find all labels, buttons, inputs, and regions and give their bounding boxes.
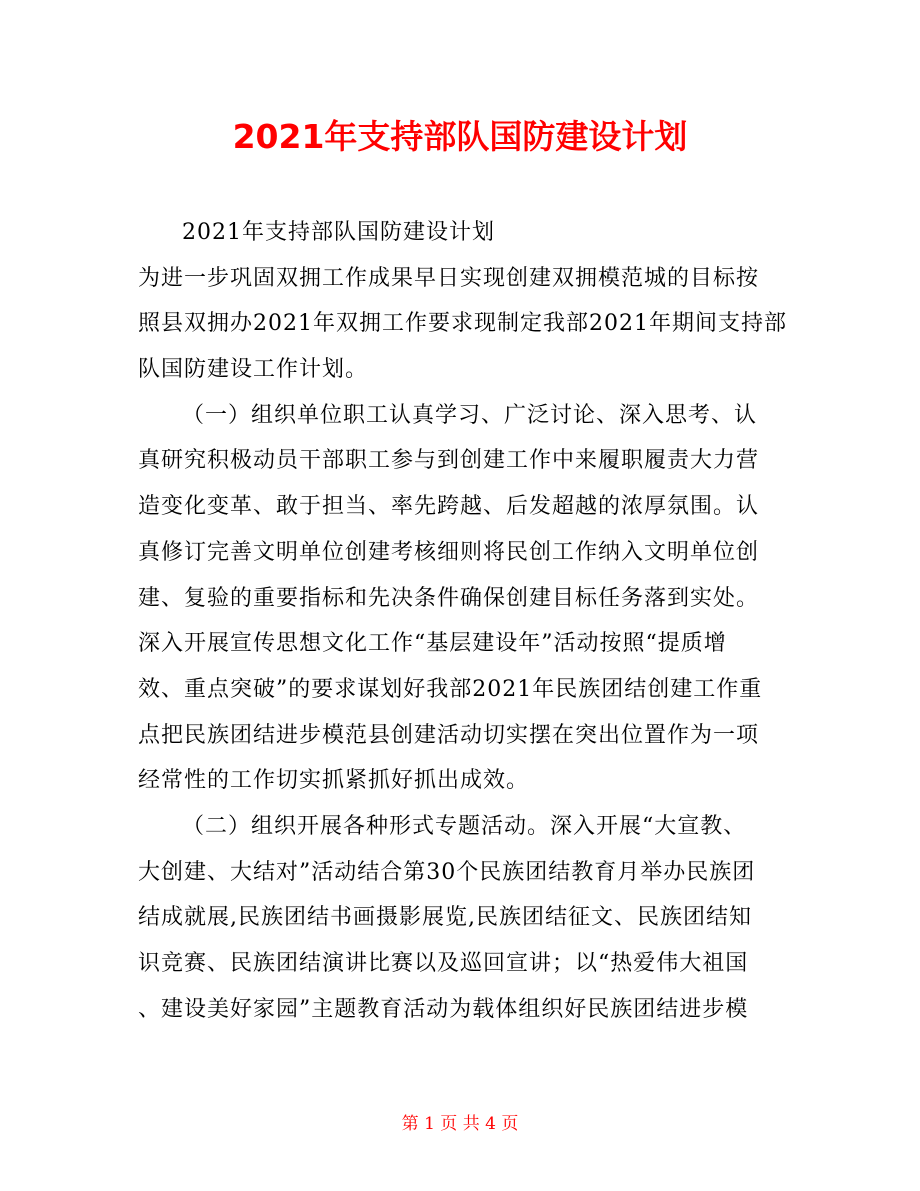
body-line: 大创建、大结对”活动结合第30个民族团结教育月举办民族团 (138, 859, 756, 885)
body-line: 结成就展,民族团结书画摄影展览,民族团结征文、民族团结知 (138, 905, 752, 931)
body-line: 点把民族团结进步模范县创建活动切实摆在突出位置作为一项 (138, 722, 760, 748)
body-line: 2021年支持部队国防建设计划 (182, 220, 495, 245)
body-line: 真修订完善文明单位创建考核细则将民创工作纳入文明单位创 (138, 539, 760, 565)
body-line: 真研究积极动员干部职工参与到创建工作中来履职履责大力营 (138, 448, 760, 474)
body-line: 识竞赛、民族团结演讲比赛以及巡回宣讲；以“热爱伟大祖国 (138, 951, 749, 976)
body-line: 、建设美好家园”主题教育活动为载体组织好民族团结进步模 (138, 996, 749, 1022)
document-body (138, 210, 786, 1032)
body-line: 照县双拥办2021年双拥工作要求现制定我部2021年期间支持部 (138, 311, 787, 337)
body-line: 队国防建设工作计划。 (138, 357, 369, 383)
body-line: 为进一步巩固双拥工作成果早日实现创建双拥模范城的目标按 (138, 265, 760, 291)
document-title: 2021年支持部队国防建设计划 (232, 117, 688, 156)
body-line: （一）组织单位职工认真学习、广泛讨论、深入思考、认 (182, 402, 758, 428)
body-line: 经常性的工作切实抓紧抓好抓出成效。 (138, 768, 530, 794)
body-line: 效、重点突破”的要求谋划好我部2021年民族团结创建工作重 (138, 676, 763, 702)
body-line: （二）组织开展各种形式专题活动。深入开展“大宣教、 (182, 813, 747, 839)
body-line: 造变化变革、敢于担当、率先跨越、后发超越的浓厚氛围。认 (138, 494, 760, 520)
page-footer: 第 1 页 共 4 页 (401, 1114, 519, 1134)
body-line: 深入开展宣传思想文化工作“基层建设年”活动按照“提质增 (138, 631, 727, 657)
body-line: 建、复验的重要指标和先决条件确保创建目标任务落到实处。 (138, 585, 760, 611)
